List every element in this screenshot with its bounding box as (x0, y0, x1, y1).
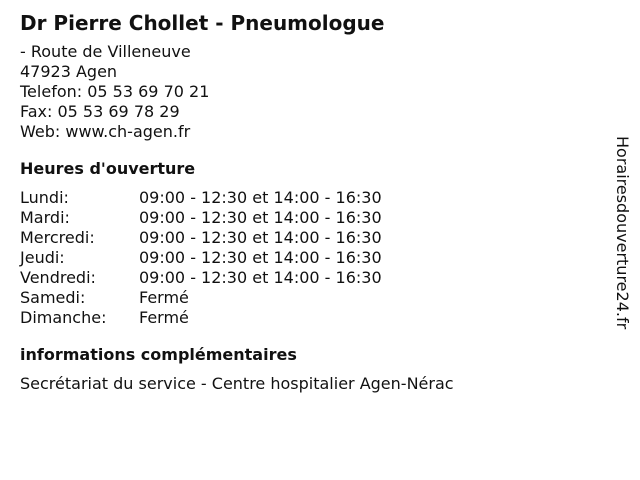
day-hours: Fermé (139, 288, 189, 307)
day-label: Samedi: (20, 288, 86, 307)
watermark-text: Horairesdouverture24.fr (613, 136, 632, 330)
info-text: Secrétariat du service - Centre hospitalier Agen-Nérac (20, 374, 454, 393)
hours-row-monday (20, 188, 600, 208)
day-label: Mardi: (20, 208, 70, 227)
hours-row-thursday (20, 248, 600, 268)
hours-row-wednesday (20, 228, 600, 248)
day-label: Lundi: (20, 188, 69, 207)
page-title: Dr Pierre Chollet - Pneumologue (20, 11, 385, 35)
day-label: Dimanche: (20, 308, 107, 327)
day-hours: 09:00 - 12:30 et 14:00 - 16:30 (139, 208, 382, 227)
city-line: 47923 Agen (20, 62, 118, 81)
street-address: - Route de Villeneuve (20, 42, 191, 61)
day-hours: 09:00 - 12:30 et 14:00 - 16:30 (139, 248, 382, 267)
contact-block (20, 42, 600, 142)
hours-row-saturday (20, 288, 600, 308)
hours-row-sunday (20, 308, 600, 328)
hours-heading: Heures d'ouverture (20, 159, 196, 178)
day-hours: 09:00 - 12:30 et 14:00 - 16:30 (139, 268, 382, 287)
hours-table (20, 188, 600, 328)
watermark (612, 136, 632, 372)
website-line: Web: www.ch-agen.fr (20, 122, 191, 141)
hours-row-friday (20, 268, 600, 288)
hours-row-tuesday (20, 208, 600, 228)
day-hours: Fermé (139, 308, 189, 327)
phone-line: Telefon: 05 53 69 70 21 (20, 82, 210, 101)
day-hours: 09:00 - 12:30 et 14:00 - 16:30 (139, 228, 382, 247)
fax-line: Fax: 05 53 69 78 29 (20, 102, 180, 121)
day-label: Jeudi: (20, 248, 65, 267)
day-label: Vendredi: (20, 268, 96, 287)
info-heading: informations complémentaires (20, 345, 297, 364)
day-label: Mercredi: (20, 228, 95, 247)
listing (20, 9, 600, 394)
day-hours: 09:00 - 12:30 et 14:00 - 16:30 (139, 188, 382, 207)
